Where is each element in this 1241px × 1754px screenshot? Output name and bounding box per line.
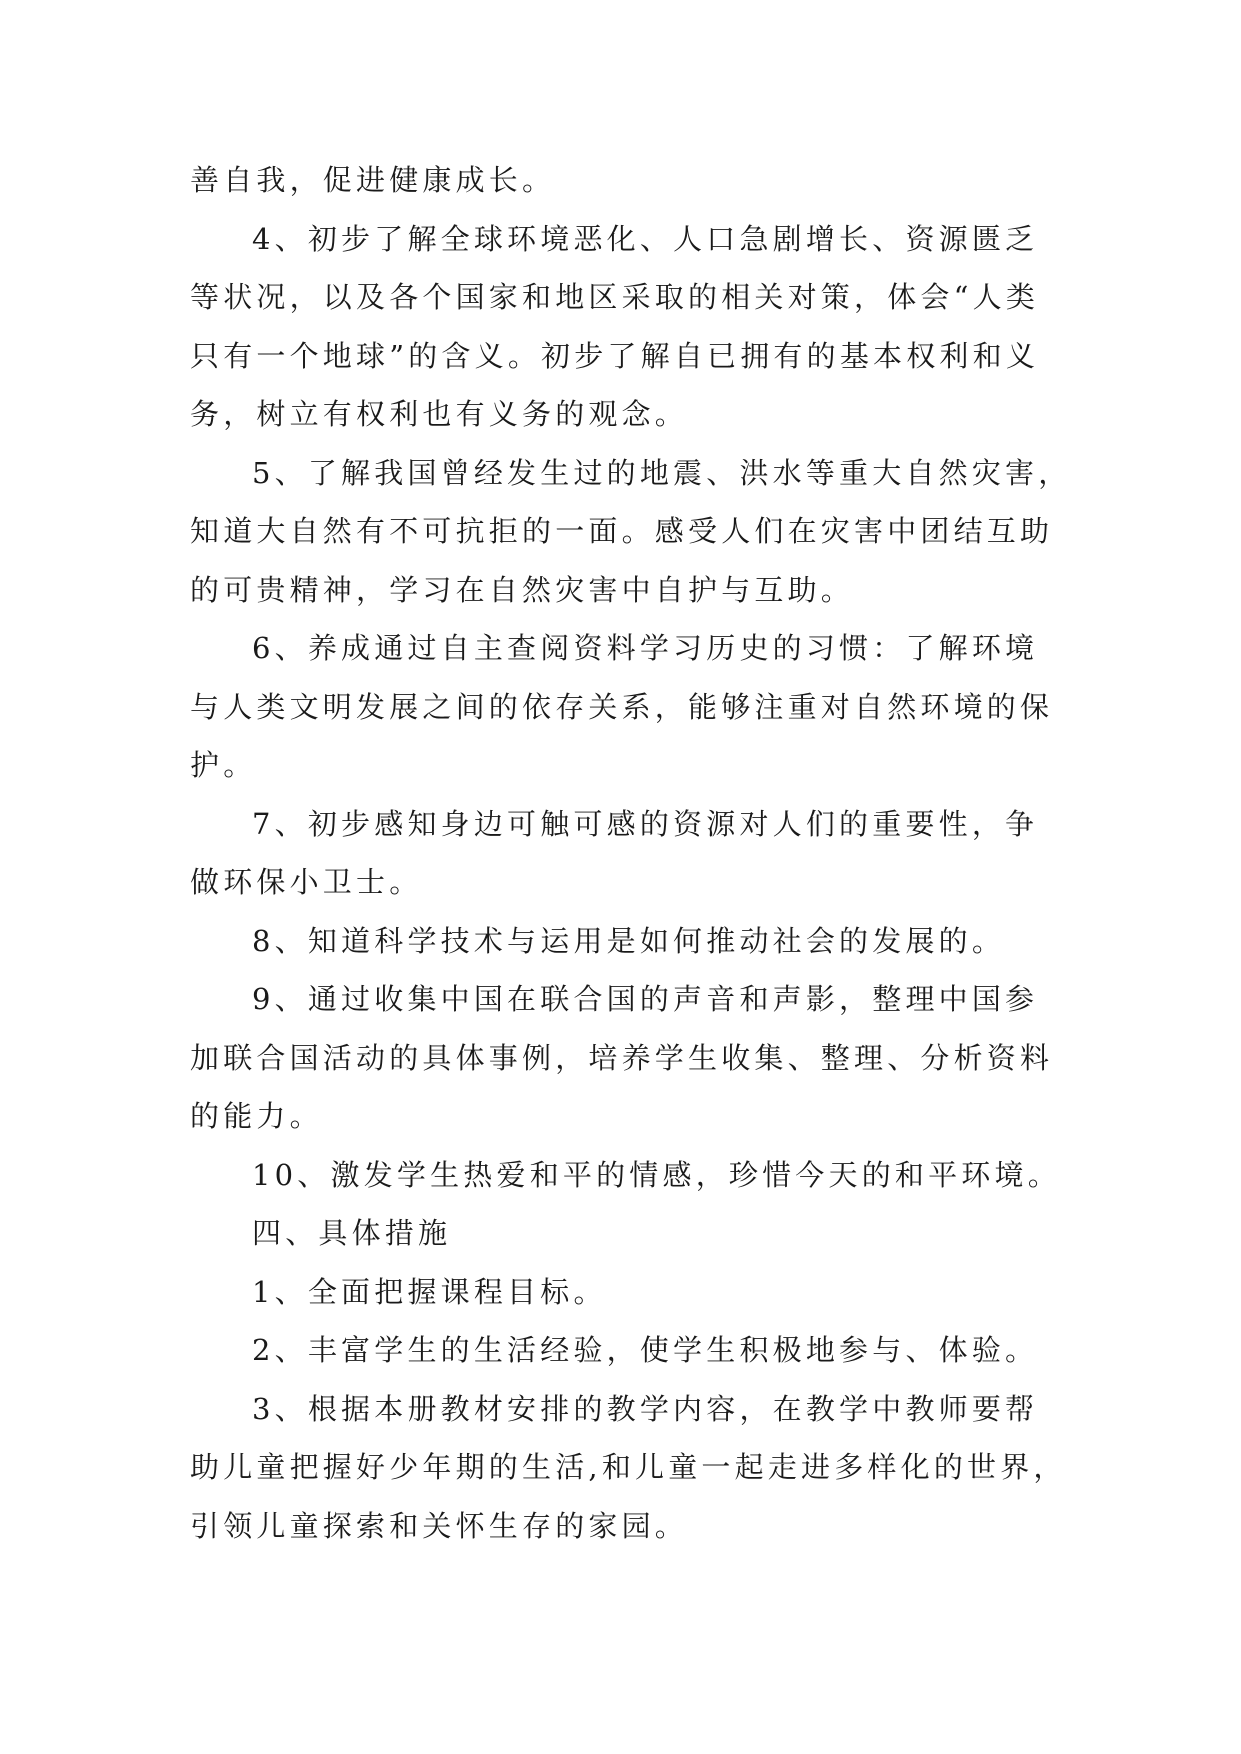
text-line: 7、初步感知身边可触可感的资源对人们的重要性，争 xyxy=(252,806,1039,841)
document-body xyxy=(190,151,1070,1555)
paragraph xyxy=(190,151,1070,210)
paragraph xyxy=(190,1146,1070,1205)
text-line: 的可贵精神，学习在自然灾害中自护与互助。 xyxy=(190,572,855,607)
text-line: 与人类文明发展之间的依存关系，能够注重对自然环境的保 xyxy=(190,689,1054,724)
text-line: 只有一个地球”的含义。初步了解自已拥有的基本权利和义 xyxy=(190,338,1040,373)
paragraph xyxy=(190,444,1070,620)
text-line: 9、通过收集中国在联合国的声音和声影，整理中国参 xyxy=(252,982,1039,1016)
text-line: 护。 xyxy=(190,748,257,782)
text-line: 2、丰富学生的生活经验，使学生积极地参与、体验。 xyxy=(252,1333,1039,1367)
text-line: 做环保小卫士。 xyxy=(190,865,423,899)
text-line: 5、了解我国曾经发生过的地震、洪水等重大自然灾害， xyxy=(252,455,1072,490)
paragraph xyxy=(190,210,1070,444)
text-line: 4、初步了解全球环境恶化、人口急剧增长、资源匮乏 xyxy=(252,221,1039,256)
text-line: 1、全面把握课程目标。 xyxy=(252,1274,607,1309)
paragraph xyxy=(190,1263,1070,1322)
paragraph xyxy=(190,1380,1070,1556)
text-line: 善自我，促进健康成长。 xyxy=(190,163,556,197)
text-line: 8、知道科学技术与运用是如何推动社会的发展的。 xyxy=(252,923,1006,958)
text-line: 的能力。 xyxy=(190,1099,323,1133)
text-line: 知道大自然有不可抗拒的一面。感受人们在灾害中团结互助 xyxy=(190,514,1054,548)
paragraph xyxy=(190,1321,1070,1380)
text-line: 10、激发学生热爱和平的情感，珍惜今天的和平环境。 xyxy=(252,1157,1061,1192)
paragraph xyxy=(190,912,1070,971)
section-heading xyxy=(190,1204,1070,1263)
paragraph xyxy=(190,795,1070,912)
text-line: 助儿童把握好少年期的生活,和儿童一起走进多样化的世界， xyxy=(190,1450,1067,1484)
paragraph xyxy=(190,970,1070,1146)
text-line: 引领儿童探索和关怀生存的家园。 xyxy=(190,1508,689,1543)
text-line: 等状况，以及各个国家和地区采取的相关对策，体会“人类 xyxy=(190,280,1040,314)
paragraph xyxy=(190,619,1070,795)
text-line: 加联合国活动的具体事例，培养学生收集、整理、分析资料 xyxy=(190,1040,1054,1075)
text-line: 务，树立有权利也有义务的观念。 xyxy=(190,397,689,431)
text-line: 四、具体措施 xyxy=(252,1216,452,1250)
text-line: 3、根据本册教材安排的教学内容，在教学中教师要帮 xyxy=(252,1391,1039,1426)
text-line: 6、养成通过自主查阅资料学习历史的习惯：了解环境 xyxy=(252,631,1039,665)
